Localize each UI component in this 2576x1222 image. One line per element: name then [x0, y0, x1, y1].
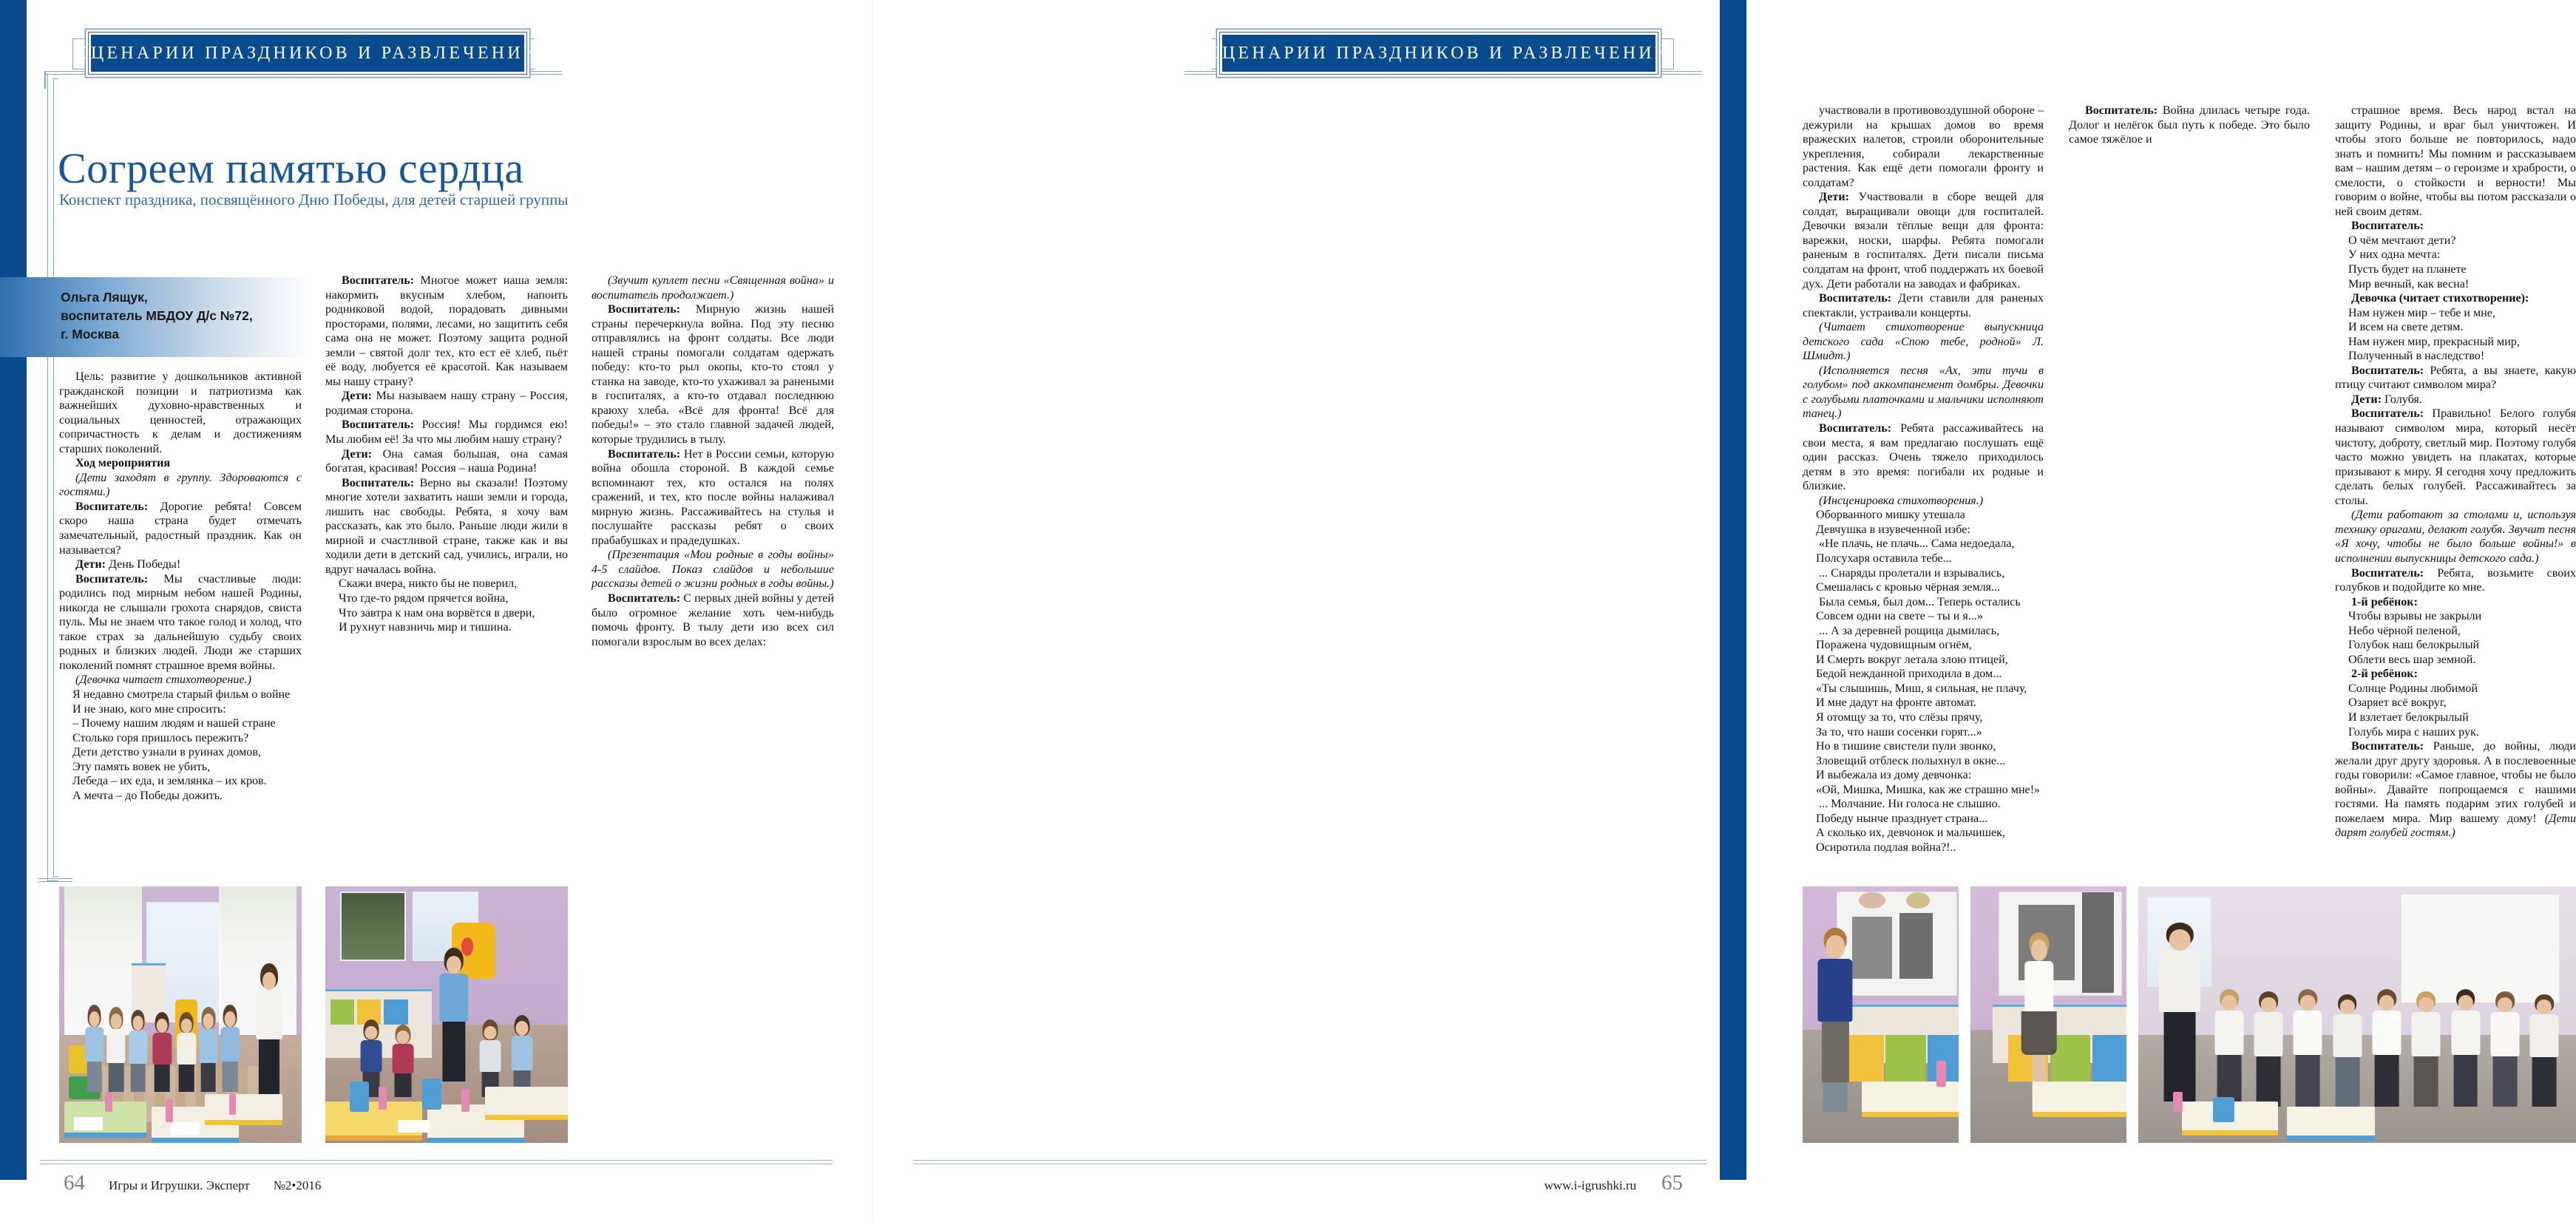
page-subtitle: Конспект праздника, посвящённого Дню Победы, для детей старшей группы — [59, 191, 569, 208]
photo-teacher-with-group — [2138, 886, 2576, 1143]
paragraph: ... А за деревней рощица дымилась, — [1819, 624, 2000, 637]
speaker-label: Воспитатель: — [75, 572, 149, 585]
paragraph: ... Снаряды пролетали и взрывались, — [1819, 566, 2005, 580]
paragraph: «Ой, Мишка, Мишка, как же страшно мне!» — [1816, 783, 2041, 796]
paragraph: Осиротила подлая война?!.. — [1816, 841, 1956, 854]
author-name: Ольга Лящук, — [61, 290, 148, 305]
speaker-label: Дети: — [75, 558, 106, 571]
paragraph: «Не плачь, не плачь... Сама недоедала, — [1819, 537, 2015, 551]
photo-boy-reciting — [1803, 886, 1959, 1143]
speaker-label: Воспитатель: — [75, 500, 149, 513]
paragraph: (Дети заходят в группу. Здороваются с гостями.) — [59, 471, 302, 499]
paragraph: Чтобы взрывы не закрыли — [2348, 610, 2482, 623]
speaker-label: 2-й ребёнок: — [2351, 668, 2418, 681]
paragraph: Небо чёрной пеленой, — [2348, 624, 2461, 637]
left-page-number: 64 — [64, 1171, 85, 1195]
paragraph: Победу нынче празднует страна... — [1816, 812, 1988, 825]
paragraph: Голубь мира с наших рук. — [2348, 725, 2479, 739]
paragraph: Воспитатель: Раньше, до войны, люди желали друг другу здоровья. А в послевоенные годы говорили: «Самое главное, чтобы не было войны». Давайте попрощаемся с нашими гостями. На память подарим этих голубей и пожелаем мира. Мир вашему дому! (Дети дарят голубей гостям.) — [2335, 740, 2576, 840]
paragraph — [2335, 595, 2576, 610]
speaker-label: Воспитатель: — [608, 447, 681, 461]
section-banner-label-right: СЦЕНАРИИ ПРАЗДНИКОВ И РАЗВЛЕЧЕНИЙ — [1207, 43, 1671, 63]
right-column-1 — [1803, 103, 2044, 855]
photo-girl-reciting — [1970, 886, 2126, 1143]
stage-direction: (Дети дарят голубей гостям.) — [2335, 812, 2576, 840]
speaker-label: Воспитатель: — [1819, 422, 1892, 435]
speaker-label: Воспитатель: — [2085, 104, 2158, 117]
paragraph: Воспитатель: Война длилась четыре года. Долог и нелёгок был путь к победе. Это было самое тяжёлое и — [2069, 104, 2310, 146]
left-footer — [64, 1171, 321, 1195]
paragraph: И выбежала из дому девчонка: — [1816, 769, 1972, 782]
speaker-label: Воспитатель: — [608, 592, 681, 605]
paragraph: Лебеда – их еда, и землянка – их кров. — [72, 775, 267, 788]
paragraph: Голубок наш белокрылый — [2348, 639, 2480, 652]
paragraph: И не знаю, кого мне спросить: — [72, 702, 226, 716]
speaker-label: Дети: — [2351, 393, 2382, 406]
author-city: г. Москва — [61, 326, 120, 342]
magazine-name: Игры и Игрушки. Эксперт — [109, 1178, 250, 1192]
page-title: Согреем памятью сердца — [58, 143, 524, 192]
paragraph: И всем на свете детям. — [2348, 321, 2464, 334]
speaker-label: Воспитатель: — [2351, 407, 2424, 421]
paragraph: Ход мероприятия — [75, 457, 171, 470]
paragraph: И рухнут навзничь мир и тишина. — [339, 621, 512, 634]
paragraph: Скажи вчера, никто бы не поверил, — [339, 577, 518, 591]
banner-rule-b-right — [1184, 74, 1702, 75]
speaker-label: Воспитатель: — [2351, 566, 2424, 580]
speaker-label: 1-й ребёнок: — [2351, 595, 2418, 608]
section-banner-right — [1207, 33, 1671, 74]
paragraph: Дети: Мы называем нашу страну – Россия, родимая сторона. — [325, 390, 568, 417]
paragraph: Воспитатель: Ребята рассаживайтесь на свои места, я вам предлагаю послушать ещё один рассказ. Очень тяжело приходилось детям в это время: погибали их родные и близкие. — [1803, 422, 2044, 493]
right-page-number: 65 — [1661, 1171, 1683, 1195]
paragraph: Цель: развитие у дошкольников активной гражданской позиции и патриотизма как важнейших духовно-нравственных и социальных ценностей, отражающих сопричастность к делам и достижениям старших поколений. — [59, 370, 302, 455]
right-footer — [1545, 1171, 1684, 1195]
paragraph: Воспитатель: Мирную жизнь нашей страны перечеркнула война. Под эту песню отправлялись на фронт солдаты. Все люди нашей страны помогали солдатам одержать победу: кто-то рыл окопы, кто-то стоял у станка на заводе, кто-то ухаживал за ранеными в госпиталях, а кто-то отдавал последнюю краюху хлеба. «Всё для фронта! Всё для победы!» – это стало главной задачей людей, которые трудились в тылу. — [592, 303, 834, 447]
left-column-2 — [325, 274, 568, 635]
title-frame-foot-a — [38, 878, 72, 879]
paragraph: А мечта – до Победы дожить. — [72, 789, 223, 802]
paragraph: Но в тишине свистели пули звонко, — [1816, 740, 1996, 753]
section-banner-box-right — [1207, 33, 1671, 74]
banner-rule-tick — [44, 71, 46, 89]
speaker-label: Воспитатель: — [2351, 364, 2424, 377]
left-page — [0, 0, 873, 1222]
paragraph: Поражена чудовищным огнём, — [1816, 639, 1972, 652]
section-banner — [75, 33, 540, 74]
paragraph: Оборванного мишку утешала — [1816, 509, 1965, 522]
section-banner-label: СЦЕНАРИИ ПРАЗДНИКОВ И РАЗВЛЕЧЕНИЙ — [75, 43, 540, 63]
paragraph: Была семья, был дом... Теперь остались — [1819, 595, 2021, 608]
paragraph: Солнце Родины любимой — [2348, 682, 2478, 695]
paragraph: Воспитатель: Мы счастливые люди: родились под мирным небом нашей Родины, никогда не слышали грохота снарядов, свиста пуль. Мы не знаем что такое голод и холод, что такое страх за дальнейшую судьбу своих родных и близких людей. Люди же старших поколений помнят страшное время войны. — [59, 572, 302, 672]
left-column-1 — [59, 370, 302, 803]
paragraph: Эту память вовек не убить, — [72, 760, 211, 773]
paragraph: страшное время. Весь народ встал на защиту Родины, и враг был уничтожен. И чтобы этого больше не повторилось, надо знать и помнить! Мы помним и рассказываем вам – нашим детям – о героизме и храбрости, о смелости, о стойкости и верности! Мы говорим о войне, чтобы вы потом рассказали о ней своим детям. — [2335, 104, 2576, 218]
paragraph: Что завтра к нам она ворвётся в двери, — [339, 606, 535, 620]
paragraph: Полученный в наследство! — [2348, 350, 2485, 363]
paragraph: Пусть будет на планете — [2348, 263, 2467, 276]
paragraph: Что где-то рядом прячется война, — [339, 592, 509, 605]
photo-teacher-with-children — [325, 886, 568, 1143]
paragraph: (Звучит куплет песни «Священная война» и воспитатель продолжает.) — [592, 274, 834, 302]
author-block — [61, 288, 305, 344]
paragraph: Столько горя пришлось пережить? — [72, 731, 249, 744]
paragraph: Воспитатель: Ребята, а вы знаете, какую птицу считают символом мира? — [2335, 364, 2576, 392]
paragraph: Зловещий отблеск полыхнул в окне... — [1816, 754, 2006, 767]
paragraph: (Дети работают за столами и, используя технику оригами, делают голубя. Звучит песня «Я хочу, чтобы не было больше войны!» в исполнении выпускницы детского сада.) — [2335, 509, 2576, 565]
paragraph: Мир вечный, как весна! — [2348, 277, 2470, 291]
paragraph: Дети детство узнали в руинах домов, — [72, 746, 261, 759]
photo-children-greeting — [59, 886, 302, 1143]
speaker-label: Дети: — [342, 447, 372, 461]
paragraph: Дети: Она самая большая, она самая богатая, красивая! Россия – наша Родина! — [325, 447, 568, 475]
paragraph: Воспитатель: Дорогие ребята! Совсем скоро наша страна будет отмечать замечательный, радостный праздник. Как он называется? — [59, 500, 302, 557]
speaker-label: Воспитатель: — [342, 274, 415, 287]
paragraph — [2335, 219, 2576, 234]
paragraph: И Смерть вокруг летала злою птицей, — [1816, 653, 2008, 666]
right-edge-bar — [1720, 0, 1746, 1180]
paragraph: Воспитатель: Верно вы сказали! Поэтому многие хотели захватить наши земли и города, лишить нас свободы. Ребята, я хочу вам рассказать, как это было. Раньше люди жили в мирной и счастливой стране, также как и вы ходили дети в детский сад, учились, играли, но вдруг началась война. — [325, 476, 568, 576]
paragraph: Нам нужен мир, прекрасный мир, — [2348, 335, 2520, 348]
paragraph — [2335, 667, 2576, 682]
paragraph: Воспитатель: С первых дней войны у детей было огромное желание хоть чем-нибудь помочь фронту. В тылу дети изо всех сил помогали взрослым во всех делах: — [592, 592, 834, 648]
paragraph: Облети весь шар земной. — [2348, 653, 2476, 666]
paragraph: Воспитатель: Дети ставили для раненых спектакли, устраивали концерты. — [1803, 292, 2044, 319]
paragraph: Дети: Участвовали в сборе вещей для солдат, выращивали овощи для госпиталей. Девочки вязали тёплые вещи для фронта: варежки, носки, шарфы. Ребята помогали раненым в госпиталях. Дети писали письма солдатам на фронт, чтоб поддержать их боевой дух. Дети работали на заводах и фабриках. — [1803, 191, 2044, 291]
right-column-2 — [2069, 103, 2310, 147]
paragraph: Воспитатель: Ребята, возьмите своих голубков и подойдите ко мне. — [2335, 566, 2576, 594]
banner-rule-b — [44, 74, 562, 75]
author-role: воспитатель МБДОУ Д/с №72, — [61, 308, 253, 323]
speaker-label: Воспитатель: — [608, 303, 681, 316]
left-edge-bar — [0, 0, 27, 1180]
section-banner-box — [75, 33, 540, 74]
paragraph: У них одна мечта: — [2348, 248, 2441, 262]
paragraph: Я недавно смотрела старый фильм о войне — [72, 688, 291, 702]
left-column-3 — [592, 274, 834, 649]
paragraph: Полсухаря оставила тебе... — [1816, 551, 1952, 565]
paragraph: «Ты слышишь, Миш, я сильная, не плачу, — [1816, 682, 2027, 695]
paragraph: Дети: Голубя. — [2351, 393, 2422, 406]
right-column-3 — [2335, 103, 2576, 841]
paragraph: (Презентация «Мои родные в годы войны» 4-5 слайдов. Показ слайдов и небольшие рассказы детей о жизни родных в годы войны.) — [592, 549, 834, 591]
speaker-label: Дети: — [1819, 191, 1849, 204]
right-footer-rule — [913, 1160, 1706, 1164]
paragraph: Смешалась с кровью чёрная земля... — [1816, 581, 2001, 594]
paragraph: Воспитатель: Многое может наша земля: накормить вкусным хлебом, напоить родниковой водой, порадовать дивными просторами, полями, лесами, но защитить себя сама она не может. Поэтому защита родной земли – святой долг тех, кто ест её хлеб, пьёт её воду, любуется её красотой. Как называем мы нашу страну? — [325, 274, 568, 388]
speaker-label: Воспитатель: — [342, 418, 415, 432]
title-frame-foot-b — [38, 881, 72, 882]
left-footer-rule — [40, 1160, 833, 1164]
issue-number: №2•2016 — [273, 1178, 322, 1192]
paragraph: И взлетает белокрылый — [2348, 710, 2469, 724]
speaker-label: Воспитатель: — [2351, 740, 2424, 753]
paragraph: Совсем одни на свете – ты и я...» — [1816, 610, 1983, 623]
paragraph: А сколько их, девчонок и мальчишек, — [1816, 826, 2005, 840]
paragraph: (Читает стихотворение выпускница детского сада «Спою тебе, родной» Л. Шмидт.) — [1803, 321, 2044, 363]
speaker-label: Дети: — [342, 390, 372, 403]
paragraph: За то, что наши сосенки горят...» — [1816, 725, 1982, 739]
paragraph: (Девочка читает стихотворение.) — [75, 673, 251, 687]
paragraph: Я отомщу за то, что слёзы прячу, — [1816, 710, 1983, 724]
paragraph: (Исполняется песня «Ах, эти тучи в голубом» под аккомпанемент домбры. Девочки с голубыми платочками и мальчики исполняют танец.) — [1803, 364, 2044, 421]
paragraph: – Почему нашим людям и нашей стране — [72, 717, 276, 730]
speaker-label: Девочка (читает стихотворение): — [2351, 292, 2529, 305]
speaker-label: Воспитатель: — [2351, 220, 2424, 233]
paragraph: И мне дадут на фронте автомат. — [1816, 696, 1976, 710]
paragraph: Воспитатель: Нет в России семьи, которую война обошла стороной. В каждой семье вспоминают тех, кто остался на полях сражений, и тех, кто после войны налаживал мирную жизнь. Рассаживайтесь на стулья и послушайте рассказы ребят о своих прабабушках и прадедушках. — [592, 447, 834, 547]
paragraph: Дети: День Победы! — [75, 558, 181, 571]
paragraph: Воспитатель: Россия! Мы гордимся ею! Мы любим её! За что мы любим нашу страну? — [325, 418, 568, 447]
title-frame-inner — [53, 78, 58, 877]
speaker-label: Воспитатель: — [342, 476, 415, 489]
paragraph: Озаряет всё вокруг, — [2348, 696, 2447, 710]
paragraph: Воспитатель: Правильно! Белого голубя называют символом мира, который несёт чистоту, доброту, светлый мир. Поэтому голубя часто можно увидеть на плакатах, которые призывают к миру. Я сегодня хочу предложить сделать белых голубей. Рассаживайтесь за столы. — [2335, 407, 2576, 507]
speaker-label: Воспитатель: — [1819, 292, 1892, 305]
website-url: www.i-igrushki.ru — [1544, 1178, 1636, 1192]
paragraph: О чём мечтают дети? — [2348, 234, 2456, 247]
paragraph: Бедой нежданной приходила в дом... — [1816, 668, 2002, 681]
paragraph: (Инсценировка стихотворения.) — [1819, 494, 1984, 507]
paragraph: Нам нужен мир – тебе и мне, — [2348, 306, 2495, 319]
paragraph: участвовали в противовоздушной обороне – дежурили на крышах домов во время вражеских налетов, строили оборонительные укрепления, собирали лекарственные растения. Как ещё дети помогали фронту и солдатам? — [1803, 104, 2044, 189]
paragraph: Девчушка в изувеченной избе: — [1816, 523, 1970, 536]
right-page — [873, 0, 2576, 1222]
paragraph: ... Молчание. Ни голоса не слышно. — [1819, 798, 2001, 811]
paragraph — [2335, 291, 2576, 306]
